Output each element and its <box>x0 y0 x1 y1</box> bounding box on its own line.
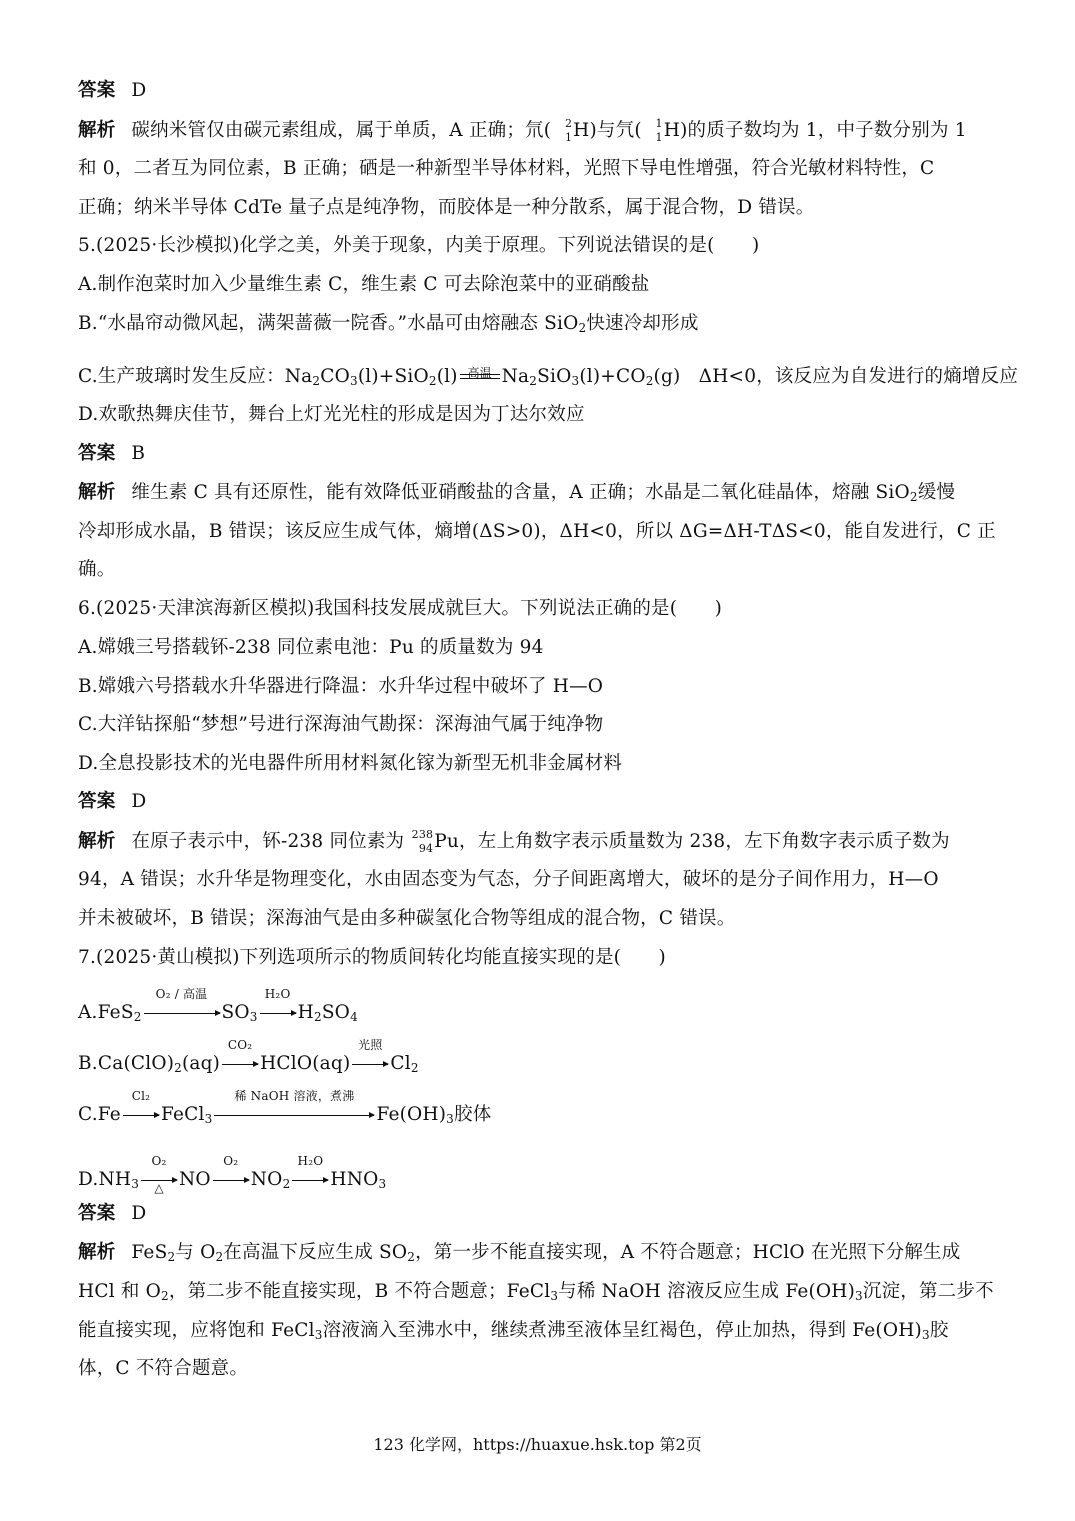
q6-analysis-line-2: 94，A 错误；水升华是物理变化，水由固态变为气态，分子间距离增大，破坏的是分子间作用力，H—O <box>78 869 939 890</box>
q6-analysis-line-1 <box>78 829 1003 854</box>
reaction-arrow <box>352 1038 388 1076</box>
q7-analysis-text: 沉淀，第二步不 <box>862 1281 994 1302</box>
q5-option-c: C.生产玻璃时发生反应：$Na_2CO_3(l)+SiO_2(l)$ 高温 $Na_2SiO_3(l)+CO_2(g)$ ΔH<0，该反应为自发进行的熵增反应 <box>78 365 1003 389</box>
q5-option-a: A.制作泡菜时加入少量维生素 C，维生素 C 可去除泡菜中的亚硝酸盐 <box>78 274 650 295</box>
q6-option-d: D.全息投影技术的光电器件所用材料氮化镓为新型无机非金属材料 <box>78 753 623 774</box>
q7-option-a: A.FeS$_2$ O₂ / 高温 $SO_3$ H₂O $H_2SO_4$ <box>78 1001 1003 1025</box>
q7-d-species: NO <box>179 1169 211 1190</box>
q7-c-species: Fe(OH) <box>376 1104 447 1125</box>
q6-analysis-line-3: 并未被破坏，B 错误；深海油气是由多种碳氢化合物等组成的混合物，C 错误。 <box>78 908 736 929</box>
analysis-label: 解析 <box>78 120 116 141</box>
q5-option-b-text: B.“水晶帘动微风起，满架蔷薇一院香。”水晶可由熔融态 SiO <box>78 313 579 334</box>
iso-number: 1 <box>564 131 573 143</box>
q5-analysis-line-3: 确。 <box>78 559 116 580</box>
q7-b-species: B.Ca(ClO) <box>78 1053 175 1074</box>
reaction-condition: O₂ <box>151 1154 167 1168</box>
protium-notation <box>642 118 664 143</box>
q7-analysis-line-4: 体，C 不符合题意。 <box>78 1358 249 1379</box>
analysis-label: 解析 <box>78 831 116 852</box>
q4-analysis-line-1 <box>78 118 1003 143</box>
q7-a-species: H <box>297 1002 314 1023</box>
q7-option-d: $D.NH_3$ O₂ △ NO O₂ $NO_2$ H₂O $HNO_3$ <box>78 1168 1003 1192</box>
q7-analysis-text: FeS <box>131 1242 168 1263</box>
q4-analysis-line-2: 和 0，二者互为同位素，B 正确；硒是一种新型半导体材料，光照下导电性增强，符合光敏材料特性，C <box>78 158 935 179</box>
q5-analysis-line-1: 解析 维生素 C 具有还原性，能有效降低亚硝酸盐的含量，A 正确；水晶是二氧化硅晶体，熔融 SiO$_2$缓慢 <box>78 482 956 504</box>
q4-analysis-text: H)与氕( <box>573 120 642 141</box>
q7-c-species: C.Fe <box>78 1104 121 1125</box>
q5-answer-line <box>78 442 1003 466</box>
reaction-arrow <box>292 1154 328 1192</box>
q7-d-species: NO <box>250 1169 283 1190</box>
q7-option-b: $B.Ca(ClO)_2(aq)$ CO₂ HClO(aq) 光照 $Cl_2$ <box>78 1052 1003 1076</box>
q6-option-a: A.嫦娥三号搭载钚-238 同位素电池：Pu 的质量数为 94 <box>78 637 544 658</box>
reaction-condition: CO₂ <box>227 1038 253 1052</box>
q7-analysis-text: 与稀 NaOH 溶液反应生成 Fe(OH) <box>558 1281 856 1302</box>
q7-a-species: A.FeS <box>78 1002 134 1023</box>
q6-answer-line <box>78 790 1003 814</box>
q7-answer: D <box>131 1203 147 1224</box>
iso-mass: 2 <box>564 118 573 130</box>
q7-analysis-text: 溶液滴入至沸水中，继续煮沸至液体呈红褐色，停止加热，得到 Fe(OH) <box>322 1320 922 1341</box>
q7-analysis-text: 胶 <box>929 1320 949 1341</box>
q7-analysis-text: 在高温下反应生成 SO <box>223 1242 408 1263</box>
q7-d-species: D.NH <box>78 1169 132 1190</box>
q4-answer: D <box>131 80 147 101</box>
q7-analysis-line-2: HCl 和 $O_2$，第二步不能直接实现，B 不符合题意；FeCl$_3$与稀 NaOH 溶液反应生成 $Fe(OH)_3$沉淀，第二步不 <box>78 1281 994 1303</box>
q7-analysis-text: ，第二步不能直接实现，B 不符合题意；FeCl <box>168 1281 551 1302</box>
q7-b-species: HClO(aq) <box>260 1053 351 1074</box>
iso-number: 1 <box>655 131 663 143</box>
q7-analysis-line-3: 能直接实现，应将饱和 FeCl$_3$溶液滴入至沸水中，继续煮沸至液体呈红褐色，停止加热，得到 $Fe(OH)_3$胶 <box>78 1320 949 1342</box>
iso-number: 94 <box>418 842 434 854</box>
q5-option-c-text: ΔH<0，该反应为自发进行的熵增反应 <box>698 366 1019 387</box>
reaction-condition: H₂O <box>297 1154 324 1168</box>
q5-option-d: D.欢歌热舞庆佳节，舞台上灯光光柱的形成是因为丁达尔效应 <box>78 404 585 425</box>
reaction-condition: 稀 NaOH 溶液，煮沸 <box>234 1089 355 1103</box>
q7-c-species: FeCl <box>160 1104 205 1125</box>
q7-b-species: Cl <box>390 1053 411 1074</box>
page-footer: 123 化学网，https://huaxue.hsk.top 第2页 <box>373 1435 702 1454</box>
reaction-arrow <box>214 1089 374 1127</box>
q4-answer-line <box>78 79 1003 103</box>
q7-option-c: C.Fe Cl₂ FeCl$_3$ 稀 NaOH 溶液，煮沸 $Fe(OH)_3$胶体 <box>78 1103 1003 1127</box>
reaction-condition: Cl₂ <box>131 1089 151 1103</box>
reaction-arrow <box>141 1154 177 1195</box>
q6-answer: D <box>131 791 147 812</box>
q4-analysis-text: 碳纳米管仅由碳元素组成，属于单质，A 正确；氘( <box>131 120 552 141</box>
reaction-condition: O₂ / 高温 <box>155 987 208 1001</box>
q6-option-b: B.嫦娥六号搭载水升华器进行降温：水升华过程中破坏了 H—O <box>78 676 604 697</box>
q6-analysis-text: Pu，左上角数字表示质量数为 238，左下角数字表示质子数为 <box>434 831 950 852</box>
q6-stem: 6.(2025·天津滨海新区模拟)我国科技发展成就巨大。下列说法正确的是( ) <box>78 598 722 619</box>
q7-answer-line <box>78 1202 1003 1226</box>
reaction-arrow <box>213 1154 249 1192</box>
q6-analysis-text: 在原子表示中，钚-238 同位素为 <box>131 831 405 852</box>
q7-analysis-line-1: 解析 FeS$_2$与 $O_2$在高温下反应生成 $SO_2$，第一步不能直接实现，A 不符合题意；HClO 在光照下分解生成 <box>78 1242 961 1264</box>
q5-option-c-text: C.生产玻璃时发生反应：Na <box>78 366 313 387</box>
q7-c-species: 胶体 <box>454 1104 492 1125</box>
reaction-arrow <box>144 987 220 1025</box>
q7-stem: 7.(2025·黄山模拟)下列选项所示的物质间转化均能直接实现的是( ) <box>78 947 666 968</box>
heat-condition: △ <box>154 1181 164 1195</box>
q4-analysis-text: H)的质子数均为 1，中子数分别为 1 <box>663 120 967 141</box>
q7-d-species: HNO <box>330 1169 379 1190</box>
iso-mass: 1 <box>655 118 663 130</box>
q7-analysis-text: 与 O <box>175 1242 216 1263</box>
reaction-condition: 高温 <box>467 366 492 380</box>
analysis-label: 解析 <box>78 1242 116 1263</box>
answer-label: 答案 <box>78 443 116 464</box>
answer-label: 答案 <box>78 80 116 101</box>
q5-stem: 5.(2025·长沙模拟)化学之美，外美于现象，内美于原理。下列说法错误的是( ) <box>78 235 760 256</box>
reaction-condition: O₂ <box>223 1154 239 1168</box>
q7-analysis-text: ，第一步不能直接实现，A 不符合题意；HClO 在光照下分解生成 <box>415 1242 961 1263</box>
reaction-arrow <box>123 1089 159 1127</box>
q5-option-b: B.“水晶帘动微风起，满架蔷薇一院香。”水晶可由熔融态 SiO$_2$快速冷却形成 <box>78 313 699 335</box>
q6-option-c: C.大洋钻探船“梦想”号进行深海油气勘探：深海油气属于纯净物 <box>78 714 604 735</box>
q7-analysis-text: 能直接实现，应将饱和 FeCl <box>78 1320 315 1341</box>
deuterium-notation <box>551 118 573 143</box>
q7-b-species: (aq) <box>181 1053 221 1074</box>
analysis-label: 解析 <box>78 482 116 503</box>
answer-label: 答案 <box>78 1203 116 1224</box>
reaction-arrow <box>222 1038 258 1076</box>
q5-analysis-text: 缓慢 <box>917 482 956 503</box>
q5-option-b-text: 快速冷却形成 <box>586 313 699 334</box>
answer-label: 答案 <box>78 791 116 812</box>
q4-analysis-line-3: 正确；纳米半导体 CdTe 量子点是纯净物，而胶体是一种分散系，属于混合物，D 错误。 <box>78 197 815 218</box>
iso-mass: 238 <box>411 829 434 841</box>
q5-analysis-line-2: 冷却形成水晶，B 错误；该反应生成气体，熵增(ΔS>0)，ΔH<0，所以 ΔG=ΔH-TΔS<0，能自发进行，C 正 <box>78 521 996 542</box>
reaction-condition: 光照 <box>358 1038 383 1052</box>
q7-analysis-text: HCl 和 O <box>78 1281 162 1302</box>
q7-a-species: SO <box>221 1002 250 1023</box>
reaction-arrow <box>260 987 296 1025</box>
reaction-condition: H₂O <box>264 987 291 1001</box>
q5-answer: B <box>131 443 146 464</box>
plutonium-notation <box>404 829 434 854</box>
q5-analysis-text: 维生素 C 具有还原性，能有效降低亚硝酸盐的含量，A 正确；水晶是二氧化硅晶体，熔融 SiO <box>131 482 910 503</box>
